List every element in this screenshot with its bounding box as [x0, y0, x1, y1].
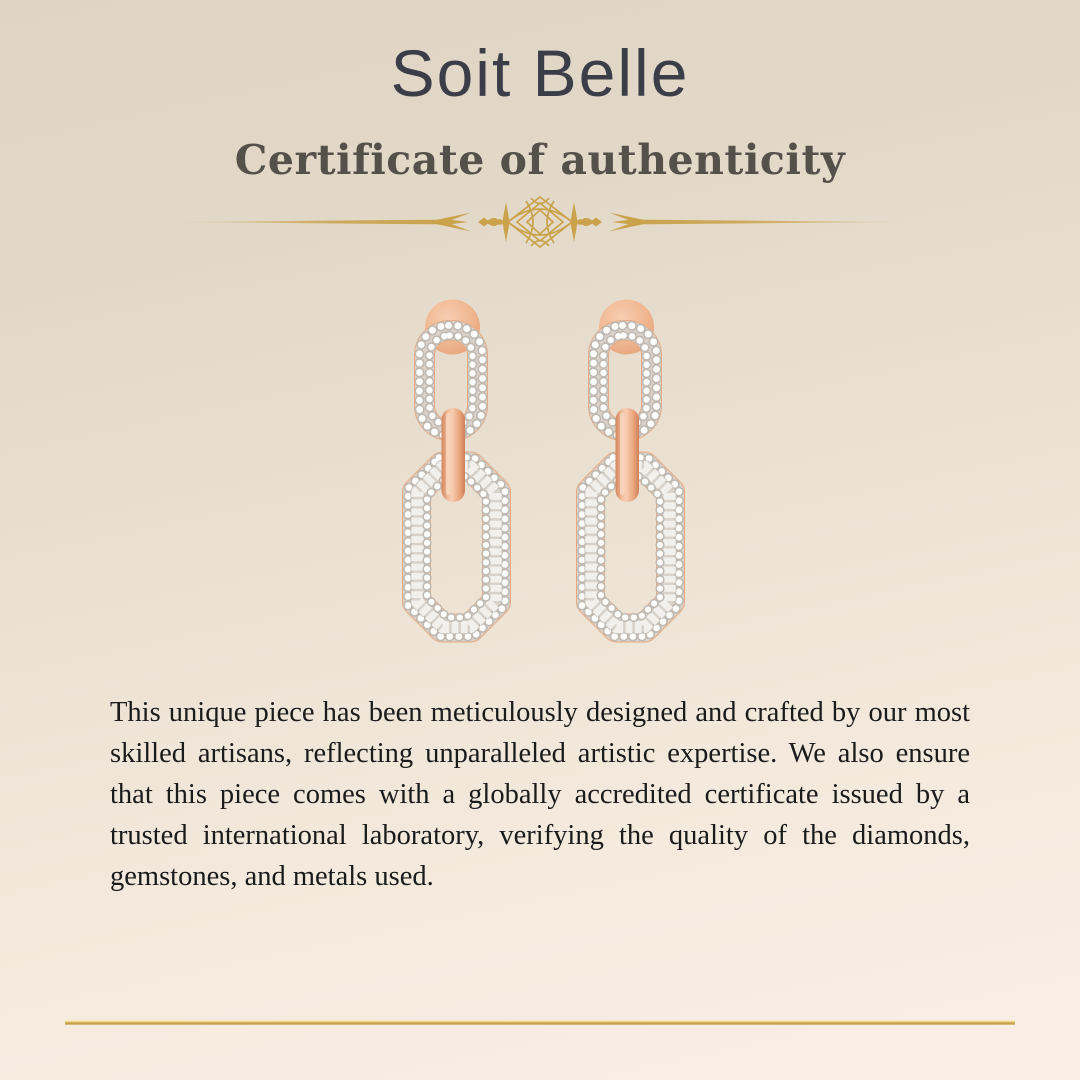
earring-right	[582, 300, 679, 637]
description-text: This unique piece has been meticulously designed and crafted by our most skilled artisans, reflecting unparalleled artistic expertise. We also ensure that this piece comes with a globally accredited certificate issued by a trusted international laboratory, verifying the quality of the diamonds, gemstones, and metals used.	[110, 697, 970, 892]
earrings-image	[408, 300, 679, 637]
ornamental-divider	[163, 197, 917, 247]
bottom-gold-rule	[65, 1020, 1015, 1025]
earring-left	[408, 300, 505, 637]
certificate-title: Certificate of authenticity	[234, 136, 846, 184]
divider-lattice-ornament	[508, 197, 572, 247]
brand-logo: Soit Belle	[390, 36, 690, 110]
